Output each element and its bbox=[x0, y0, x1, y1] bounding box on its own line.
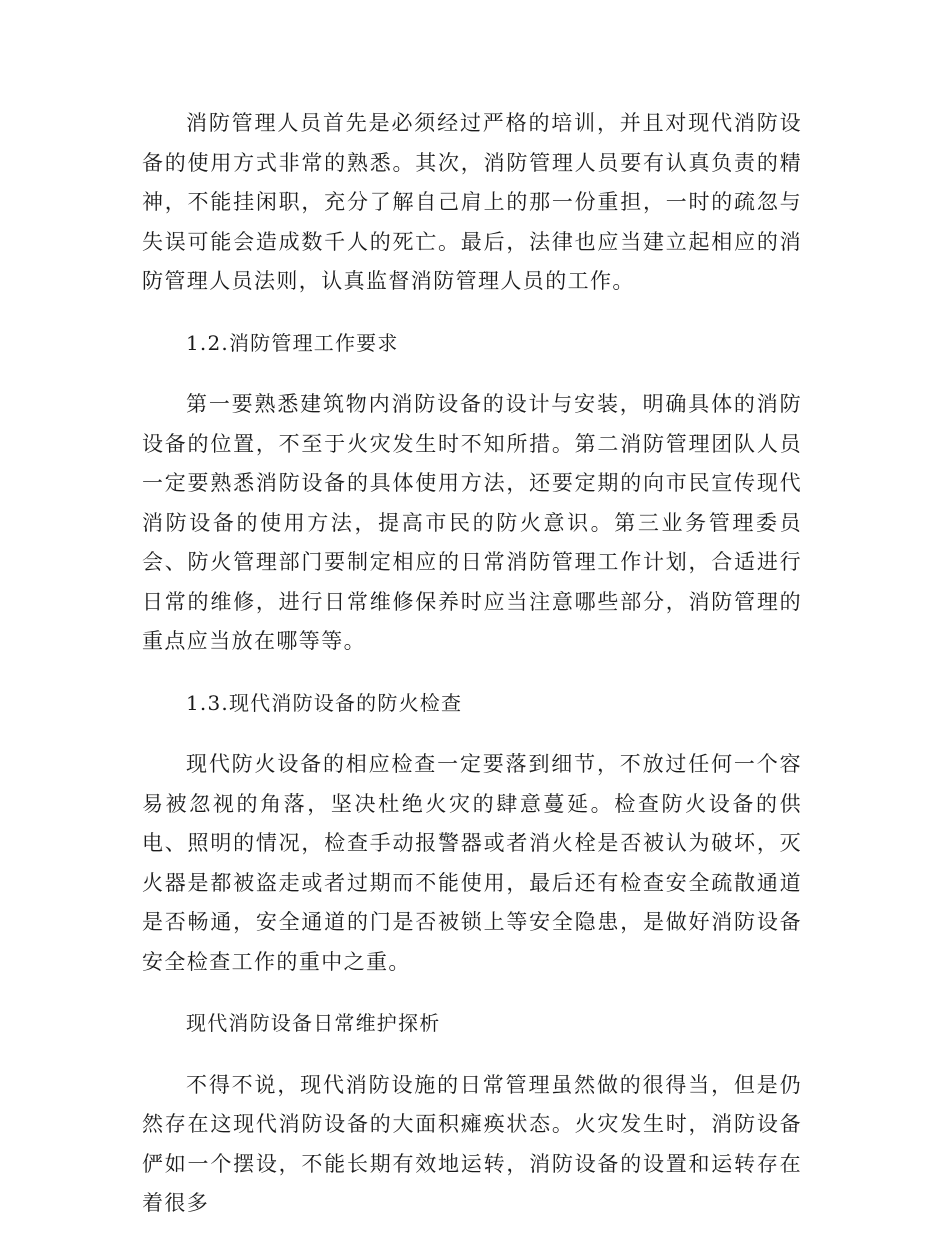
paragraph-personnel-requirements: 消防管理人员首先是必须经过严格的培训，并且对现代消防设备的使用方式非常的熟悉。其次，消防管理人员要有认真负责的精神，不能挂闲职，充分了解自己肩上的那一份重担，一时的疏忽与失误可能会造成数千人的死亡。最后，法律也应当建立起相应的消防管理人员法则，认真监督消防管理人员的工作。 bbox=[142, 111, 802, 293]
section-heading-1-2: 1.2.消防管理工作要求 bbox=[186, 330, 399, 355]
section-heading-maintenance: 现代消防设备日常维护探析 bbox=[186, 1011, 441, 1035]
paragraph-work-requirements: 第一要熟悉建筑物内消防设备的设计与安装，明确具体的消防设备的位置，不至于火灾发生时不知所措。第二消防管理团队人员一定要熟悉消防设备的具体使用方法，还要定期的向市民宣传现代消防设备的使用方法，提高市民的防火意识。第三业务管理委员会、防火管理部门要制定相应的日常消防管理工作计划，合适进行日常的维修，进行日常维修保养时应当注意哪些部分，消防管理的重点应当放在哪等等。 bbox=[142, 392, 802, 653]
paragraph-fire-inspection: 现代防火设备的相应检查一定要落到细节，不放过任何一个容易被忽视的角落，坚决杜绝火灾的肆意蔓延。检查防火设备的供电、照明的情况，检查手动报警器或者消火栓是否被认为破坏，灭火器是都被盗走或者过期而不能使用，最后还有检查安全疏散通道是否畅通，安全通道的门是否被锁上等安全隐患，是做好消防设备安全检查工作的重中之重。 bbox=[142, 752, 802, 974]
document-page bbox=[142, 104, 802, 1246]
section-heading-1-3: 1.3.现代消防设备的防火检查 bbox=[186, 690, 463, 715]
paragraph-maintenance-analysis: 不得不说，现代消防设施的日常管理虽然做的很得当，但是仍然存在这现代消防设备的大面积瘫痪状态。火灾发生时，消防设备俨如一个摆设，不能长期有效地运转，消防设备的设置和运转存在着很多 bbox=[142, 1072, 802, 1215]
